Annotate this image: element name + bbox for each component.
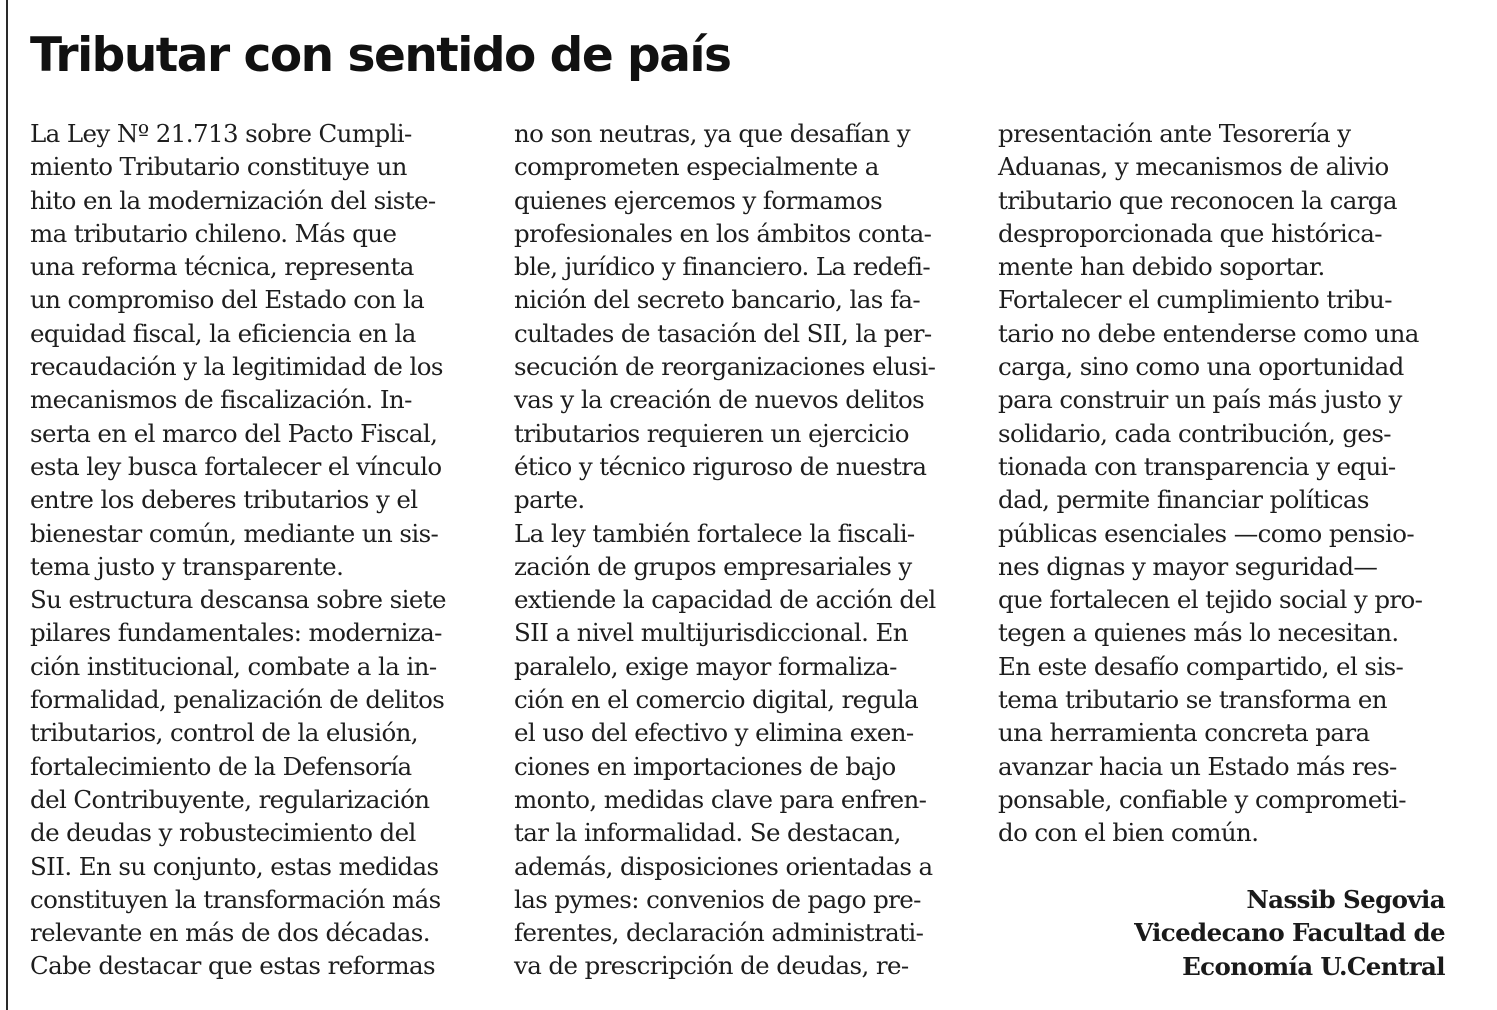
article-text-line: avanzar hacia un Estado más res-: [998, 751, 1397, 781]
article-text-line: tegen a quienes más lo necesitan.: [998, 618, 1399, 648]
article-text-line: Fortalecer el cumplimiento tribu-: [998, 285, 1392, 315]
author-signature: [1134, 883, 1445, 983]
article-text-line: ético y técnico riguroso de nuestra: [514, 451, 927, 481]
article-text-line: zación de grupos empresariales y: [514, 551, 912, 581]
article-text-line: La ley también fortalece la fiscali-: [514, 518, 915, 548]
article-text-line: que fortalecen el tejido social y pro-: [998, 585, 1423, 615]
article-headline: Tributar con sentido de país: [30, 28, 731, 83]
article-text-line: fortalecimiento de la Defensoría: [30, 751, 412, 781]
article-text-line: tributarios, control de la elusión,: [30, 718, 418, 748]
article-text-line: paralelo, exige mayor formaliza-: [514, 651, 897, 681]
article-text-line: miento Tributario constituye un: [30, 152, 407, 182]
article-text-line: serta en el marco del Pacto Fiscal,: [30, 418, 438, 448]
author-name: Nassib Segovia: [1246, 885, 1445, 914]
article-text-line: La Ley Nº 21.713 sobre Cumpli-: [30, 119, 412, 148]
article-column-2: [514, 117, 984, 983]
article-text-line: mente han debido soportar.: [998, 252, 1325, 282]
article-text-line: carga, sino como una oportunidad: [998, 352, 1404, 382]
article-text-line: solidario, cada contribución, ges-: [998, 418, 1391, 448]
article-text-line: el uso del efectivo y elimina exen-: [514, 718, 914, 748]
article-text-line: de deudas y robustecimiento del: [30, 818, 416, 848]
article-text-line: nes dignas y mayor seguridad—: [998, 551, 1378, 581]
article-text-line: ción en el comercio digital, regula: [514, 685, 919, 715]
article-text-line: esta ley busca fortalecer el vínculo: [30, 451, 442, 481]
article-text-line: relevante en más de dos décadas.: [30, 918, 430, 948]
article-text-line: Su estructura descansa sobre siete: [30, 585, 446, 615]
article-text-line: quienes ejercemos y formamos: [514, 185, 883, 215]
article-text-line: tema tributario se transforma en: [998, 685, 1387, 715]
article-text-line: SII a nivel multijurisdiccional. En: [514, 618, 908, 648]
article-text-line: En este desafío compartido, el sis-: [998, 651, 1404, 681]
article-text-line: ma tributario chileno. Más que: [30, 218, 397, 248]
article-text-line: secución de reorganizaciones elusi-: [514, 352, 936, 382]
article-text-line: un compromiso del Estado con la: [30, 285, 425, 315]
article-text-line: del Contribuyente, regularización: [30, 784, 430, 814]
article-text-line: para construir un país más justo y: [998, 385, 1402, 415]
article-text-line: tributario que reconocen la carga: [998, 185, 1397, 215]
article-text-line: do con el bien común.: [998, 818, 1259, 848]
article-text-line: tario no debe entenderse como una: [998, 318, 1419, 348]
article-text-line: públicas esenciales —como pensio-: [998, 518, 1415, 548]
article-text-line: Aduanas, y mecanismos de alivio: [998, 152, 1389, 182]
article-text-line: una reforma técnica, representa: [30, 252, 414, 282]
article-text-line: ble, jurídico y financiero. La redefi-: [514, 252, 931, 282]
article-column-3: [998, 117, 1468, 850]
article-text-line: nición del secreto bancario, las fa-: [514, 285, 921, 315]
article-text-line: comprometen especialmente a: [514, 152, 879, 182]
article-text-line: tributarios requieren un ejercicio: [514, 418, 909, 448]
article-text-line: mecanismos de fiscalización. In-: [30, 385, 412, 415]
author-role-line-2: Economía U.Central: [1182, 951, 1445, 981]
article-text-line: pilares fundamentales: moderniza-: [30, 618, 442, 648]
article-text-line: una herramienta concreta para: [998, 718, 1370, 748]
article-text-line: cultades de tasación del SII, la per-: [514, 318, 932, 348]
author-role-line-1: Vicedecano Facultad de: [1134, 918, 1445, 948]
article-text-line: desproporcionada que histórica-: [998, 218, 1382, 248]
article-text-line: ción institucional, combate a la in-: [30, 651, 437, 681]
article-text-line: presentación ante Tesorería y: [998, 119, 1351, 148]
article-text-line: Cabe destacar que estas reformas: [30, 951, 435, 981]
article-text-line: dad, permite financiar políticas: [998, 485, 1369, 515]
article-text-line: tema justo y transparente.: [30, 551, 344, 581]
article-text-line: constituyen la transformación más: [30, 884, 441, 914]
article-text-line: tionada con transparencia y equi-: [998, 451, 1396, 481]
article-text-line: ponsable, confiable y comprometi-: [998, 784, 1406, 814]
left-column-rule: [6, 0, 8, 1010]
article-text-line: entre los deberes tributarios y el: [30, 485, 418, 515]
article-text-line: parte.: [514, 485, 585, 515]
article-column-1: [30, 117, 500, 983]
article-text-line: bienestar común, mediante un sis-: [30, 518, 439, 548]
article-text-line: las pymes: convenios de pago pre-: [514, 884, 921, 914]
article-text-line: ciones en importaciones de bajo: [514, 751, 896, 781]
article-text-line: formalidad, penalización de delitos: [30, 685, 445, 715]
article-text-line: además, disposiciones orientadas a: [514, 851, 933, 881]
article-text-line: vas y la creación de nuevos delitos: [514, 385, 925, 415]
article-text-line: monto, medidas clave para enfren-: [514, 784, 927, 814]
article-text-line: no son neutras, ya que desafían y: [514, 119, 911, 148]
article-text-line: hito en la modernización del siste-: [30, 185, 436, 215]
article-text-line: SII. En su conjunto, estas medidas: [30, 851, 439, 881]
article-text-line: va de prescripción de deudas, re-: [514, 951, 909, 981]
article-text-line: tar la informalidad. Se destacan,: [514, 818, 901, 848]
article-text-line: profesionales en los ámbitos conta-: [514, 218, 932, 248]
article-text-line: extiende la capacidad de acción del: [514, 585, 936, 615]
article-text-line: equidad fiscal, la eficiencia en la: [30, 318, 416, 348]
article-text-line: ferentes, declaración administrati-: [514, 918, 924, 948]
article-text-line: recaudación y la legitimidad de los: [30, 352, 443, 382]
